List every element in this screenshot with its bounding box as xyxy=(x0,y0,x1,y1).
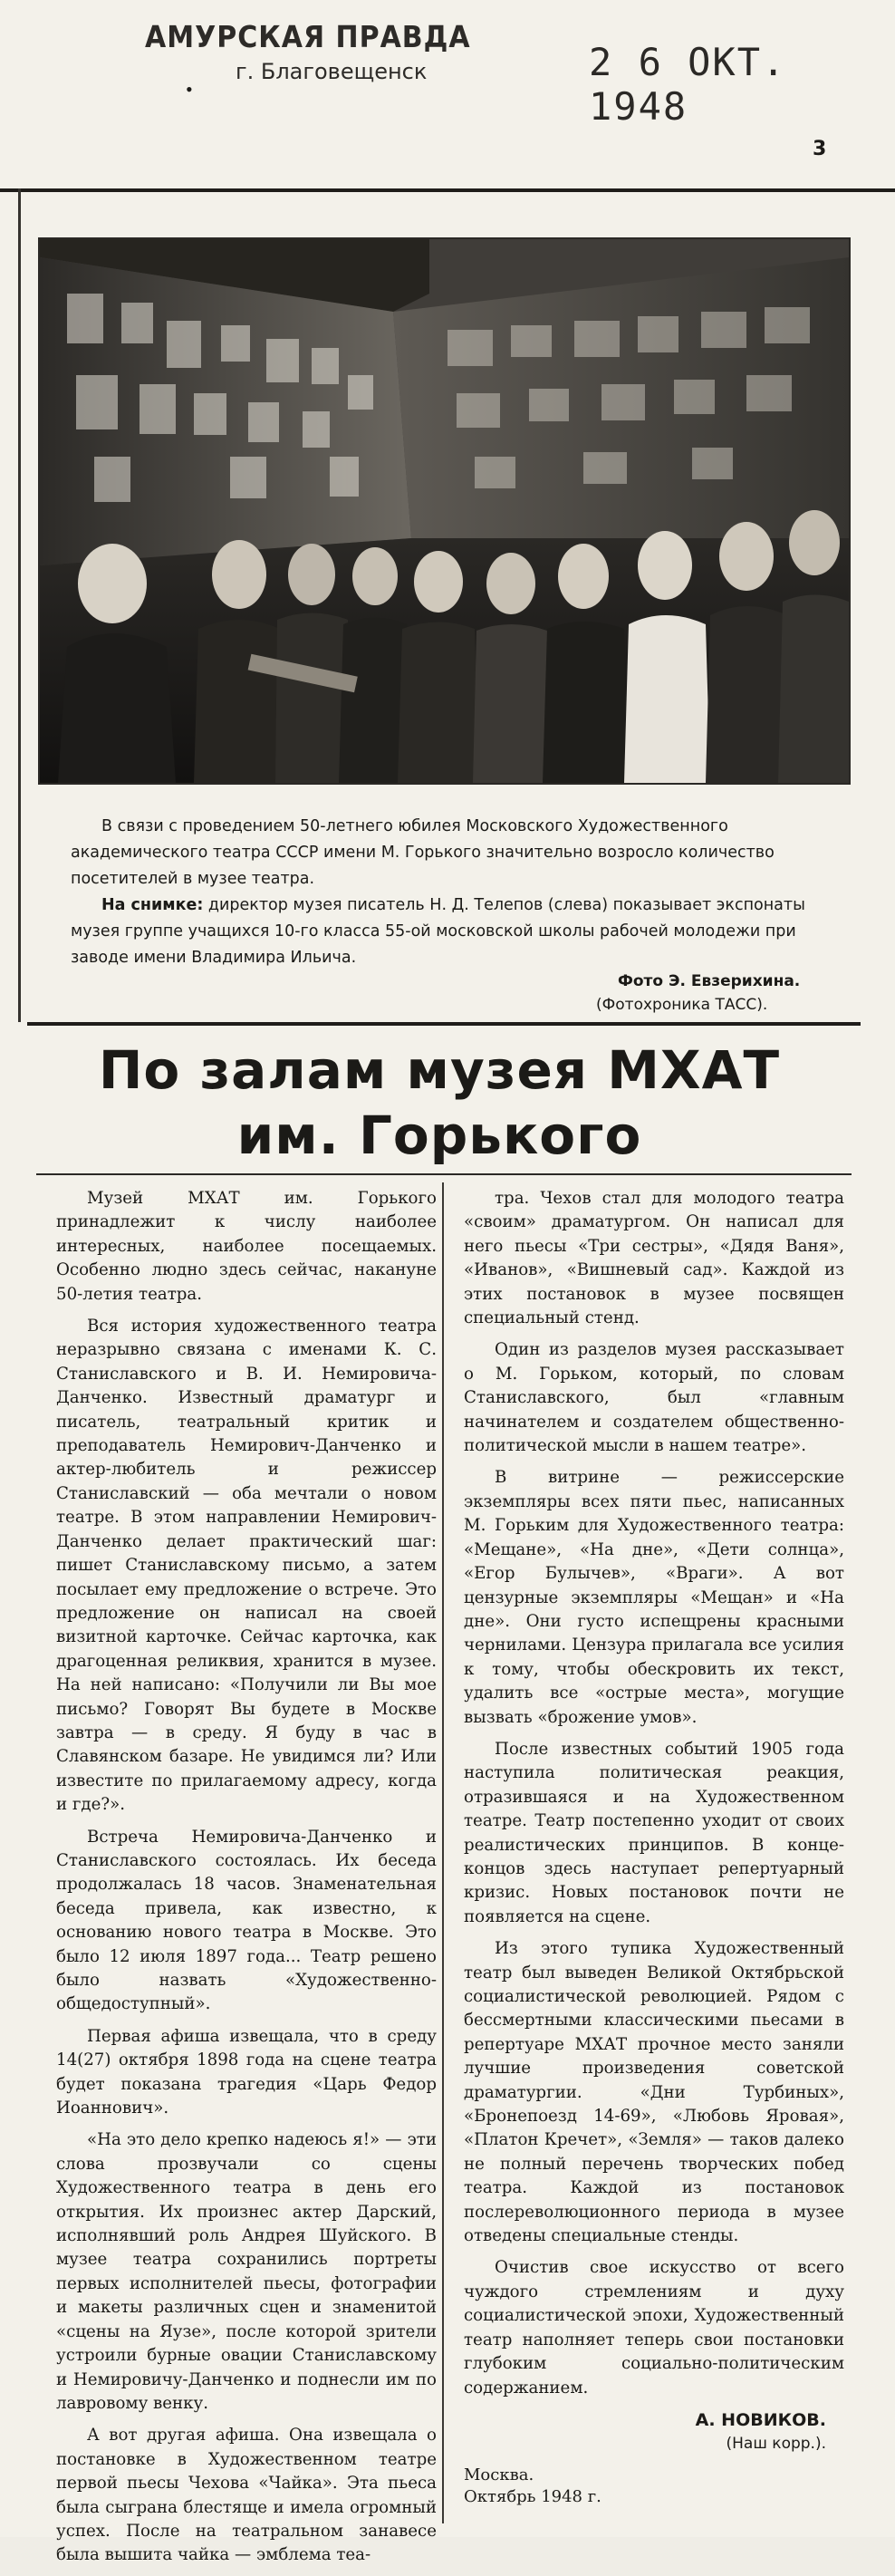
article-column-right xyxy=(464,1187,844,2455)
left-rule xyxy=(18,188,21,1022)
author-name: А. НОВИКОВ. xyxy=(695,2409,826,2430)
paragraph: тра. Чехов стал для молодого театра «своим» драматургом. Он написал для него пьесы «Три сестры», «Дядя Ваня», «Иванов», «Вишневый сад». Каждой из этих постановок в музее посвящен специальный стенд. xyxy=(464,1189,844,1328)
caption-paragraph-2 xyxy=(71,892,852,971)
paragraph: Встреча Немировича-Данченко и Станиславского состоялась. Их беседа продолжалась 18 часов. Знаменательная беседа привела, как известно, к основанию нового театра в Москве. Это было 12 июля 1897 года... Театр решено было назвать «Художественно-общедоступный». xyxy=(56,1827,437,2014)
newspaper-city: г. Благовещенск xyxy=(236,59,428,84)
museum-photo-illustration xyxy=(40,239,849,783)
paragraph: А вот другая афиша. Она извещала о постановке в Художественном театре первой пьесы Чехова «Чайка». Эта пьеса была сыграна блестяще и имела огромный успех. После на театральном занавесе была вышита чайка — эмблема теа- xyxy=(56,2426,437,2565)
caption-lead: На снимке: xyxy=(101,896,204,914)
headline-line-1: По залам музея МХАТ xyxy=(98,1039,781,1101)
top-rule xyxy=(0,188,895,192)
photo-credit xyxy=(596,970,868,1017)
paragraph: Музей МХАТ им. Горького принадлежит к числу наиболее интересных, наиболее посещаемых. Особенно людно здесь сейчас, накануне 50-летия театра. xyxy=(56,1189,437,1304)
article-column-left xyxy=(56,1187,437,2576)
paragraph: Один из разделов музея рассказывает о М. Горьком, который, по словам Станиславского, был «главным начинателем и создателем общественно-политической мысли в нашем театре». xyxy=(464,1340,844,1456)
paragraph: После известных событий 1905 года наступила политическая реакция, отразившаяся и на Художественном театре. Театр постепенно уходит от своих реалистических принципов. В конце-концов здесь наступает репертуарный кризис. Новых постановок почти не появляется на сцене. xyxy=(464,1739,844,1926)
paragraph: Первая афиша извещала, что в среду 14(27) октября 1898 года на сцене театра будет показана трагедия «Царь Федор Иоаннович». xyxy=(56,2026,437,2118)
museum-photo xyxy=(38,237,851,785)
masthead-dot: • xyxy=(186,78,193,101)
headline-line-2: им. Горького xyxy=(236,1105,642,1166)
author-note: (Наш корр.). xyxy=(726,2434,826,2453)
section-rule xyxy=(27,1022,861,1026)
paragraph: В витрине — режиссерские экземпляры всех пяти пьес, написанных М. Горьким для Художественного театра: «Мещане», «На дне», «Дети солнца», «Егор Булычев», «Враги». А вот цензурные экземпляры «Мещан» и «На дне». Они густо испещрены красными чернилами. Цензура прилагала все усилия к тому, чтобы обескровить их текст, удалить все «острые места», могущие вызвать «брожение умов». xyxy=(464,1468,844,1727)
column-divider xyxy=(442,1182,444,2523)
dateline-date: Октябрь 1948 г. xyxy=(464,2487,601,2506)
paragraph: Очистив свое искусство от всего чуждого стремлениям и духу социалистической эпохи, Художественный театр наполняет теперь свои постановки глубоким социально-политическим содержанием. xyxy=(464,2258,844,2398)
author-signature xyxy=(464,2408,844,2455)
paragraph: «На это дело крепко надеюсь я!» — эти слова прозвучали со сцены Художественного театра в день его открытия. Их произнес актер Дарский, исполнявший роль Андрея Шуйского. В музее театра сохранились портреты первых исполнителей пьесы, фотографии и макеты различных сцен и знаменитой «сцены на Яузе», после которой зрители устроили бурные овации Станиславскому и Немировичу-Данченко и поднесли им по лавровому венку. xyxy=(56,2130,437,2413)
photo-credit-agency: (Фотохроника ТАСС). xyxy=(596,996,768,1014)
caption-paragraph-1: В связи с проведением 50-летнего юбилея Московского Художественного академического театра СССР имени М. Горького значительно возросло количество посетителей в музее театра. xyxy=(71,817,775,888)
article-headline xyxy=(36,1037,842,1168)
paragraph: Из этого тупика Художественный театр был выведен Великой Октябрьской социалистической революцией. Рядом с бессмертными классическими пьесами в репертуаре МХАТ прочное место заняли лучшие произведения советской драматургии. «Дни Турбиных», «Бронепоезд 14-69», «Любовь Яровая», «Платон Кречет», «Земля» — таков далеко не полный перечень творческих побед театра. Каждой из постановок послереволюционного периода в музее отведены специальные стенды. xyxy=(464,1939,844,2246)
paragraph: Вся история художественного театра неразрывно связана с именами К. С. Станиславского и В. И. Немировича-Данченко. Известный драматург и писатель, театральный критик и преподаватель Немирович-Данченко и актер-любитель и режиссер Станиславский — оба мечтали о новом театре. В этом направлении Немирович-Данченко делает практический шаг: пишет Станиславскому письмо, а затем посылает ему предложение о встрече. Это предложение он написал на своей визитной карточке. Сейчас карточка, как драгоценная реликвия, хранится в музее. На ней написано: «Получили ли Вы мое письмо? Говорят Вы будете в Москве завтра — в среду. Я буду в час в Славянском базаре. Не увидимся ли? Или известите по прилагаемому адресу, когда и где?». xyxy=(56,1317,437,1815)
dateline xyxy=(464,2465,601,2508)
headline-rule xyxy=(36,1173,852,1175)
caption-text: директор музея писатель Н. Д. Телепов (слева) показывает экспонаты музея группе учащихся 10-го класса 55-ой московской школы рабочей молодежи при заводе имени Владимира Ильича. xyxy=(71,896,805,967)
newspaper-name: АМУРСКАЯ ПРАВДА xyxy=(145,20,471,55)
date-stamp: 2 6 ОКТ. 1948 xyxy=(589,40,787,129)
page-number: 3 xyxy=(813,138,827,160)
masthead xyxy=(145,22,525,84)
photo-caption xyxy=(71,814,852,971)
photo-credit-author: Фото Э. Евзерихина. xyxy=(618,972,801,990)
dateline-city: Москва. xyxy=(464,2465,534,2484)
